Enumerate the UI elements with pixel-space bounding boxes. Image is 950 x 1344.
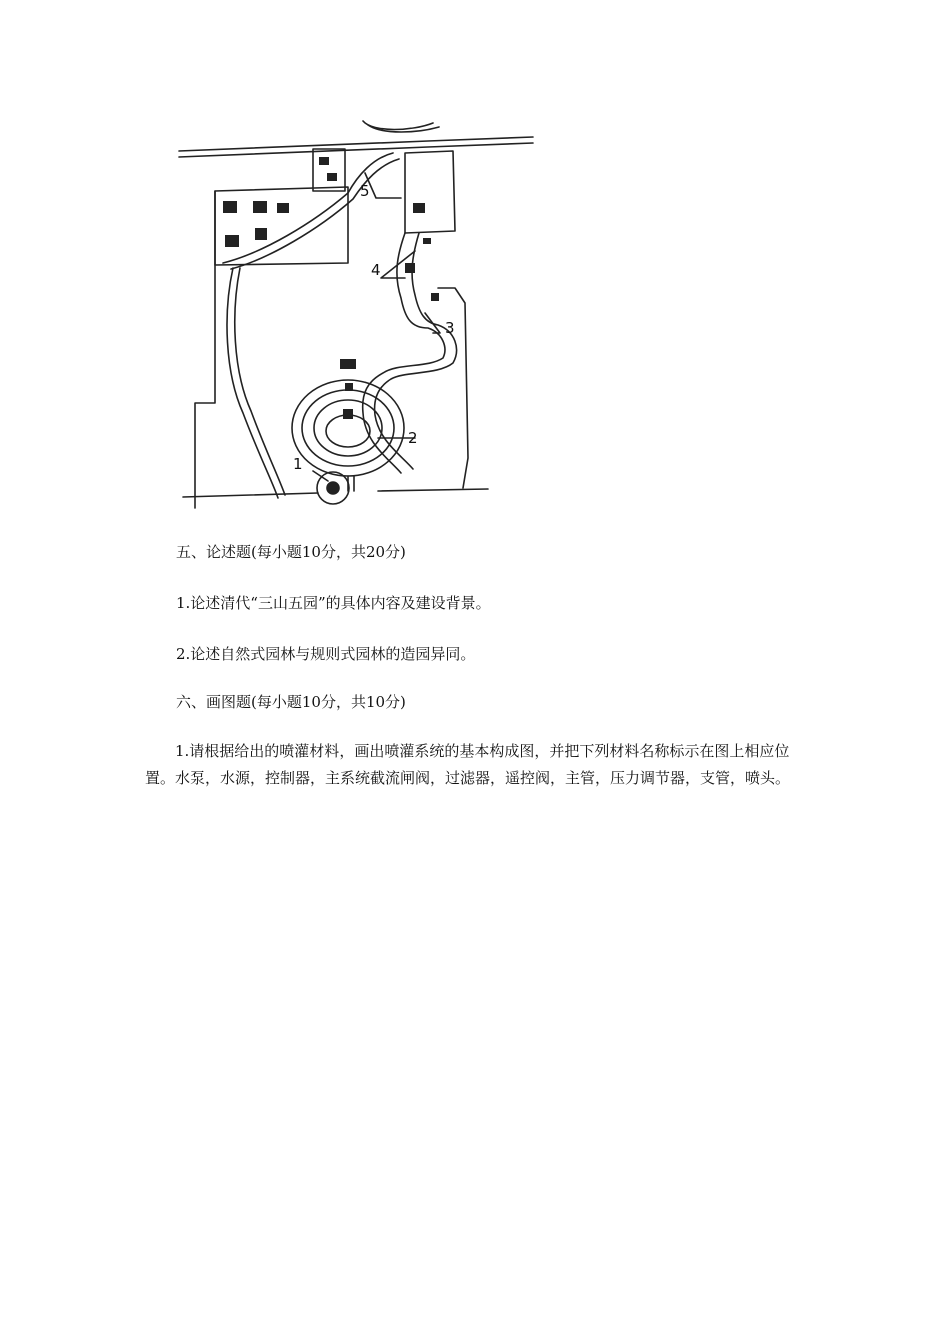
figure-label-4: 4 (371, 261, 381, 279)
section-heading-essay: 五、论述题(每小题10分，共20分) (176, 543, 406, 561)
question-essay-2: 2.论述自然式园林与规则式园林的造园异同。 (176, 645, 476, 663)
figure-label-5: 5 (360, 182, 370, 200)
question-essay-1: 1.论述清代“三山五园”的具体内容及建设背景。 (176, 594, 491, 612)
section-heading-drawing: 六、画图题(每小题10分，共10分) (176, 693, 406, 711)
garden-plan-map-icon (143, 113, 538, 516)
question-drawing-1: 1.请根据给出的喷灌材料，画出喷灌系统的基本构成图，并把下列材料名称标示在图上相应位置。水泵，水源，控制器，主系统截流闸阀，过滤器，遥控阀，主管，压力调节器，支管，喷头。 (145, 742, 791, 787)
figure-label-3: 3 (445, 319, 455, 337)
garden-plan-figure (143, 113, 538, 516)
figure-label-1: 1 (293, 455, 303, 473)
figure-label-2: 2 (408, 429, 418, 447)
